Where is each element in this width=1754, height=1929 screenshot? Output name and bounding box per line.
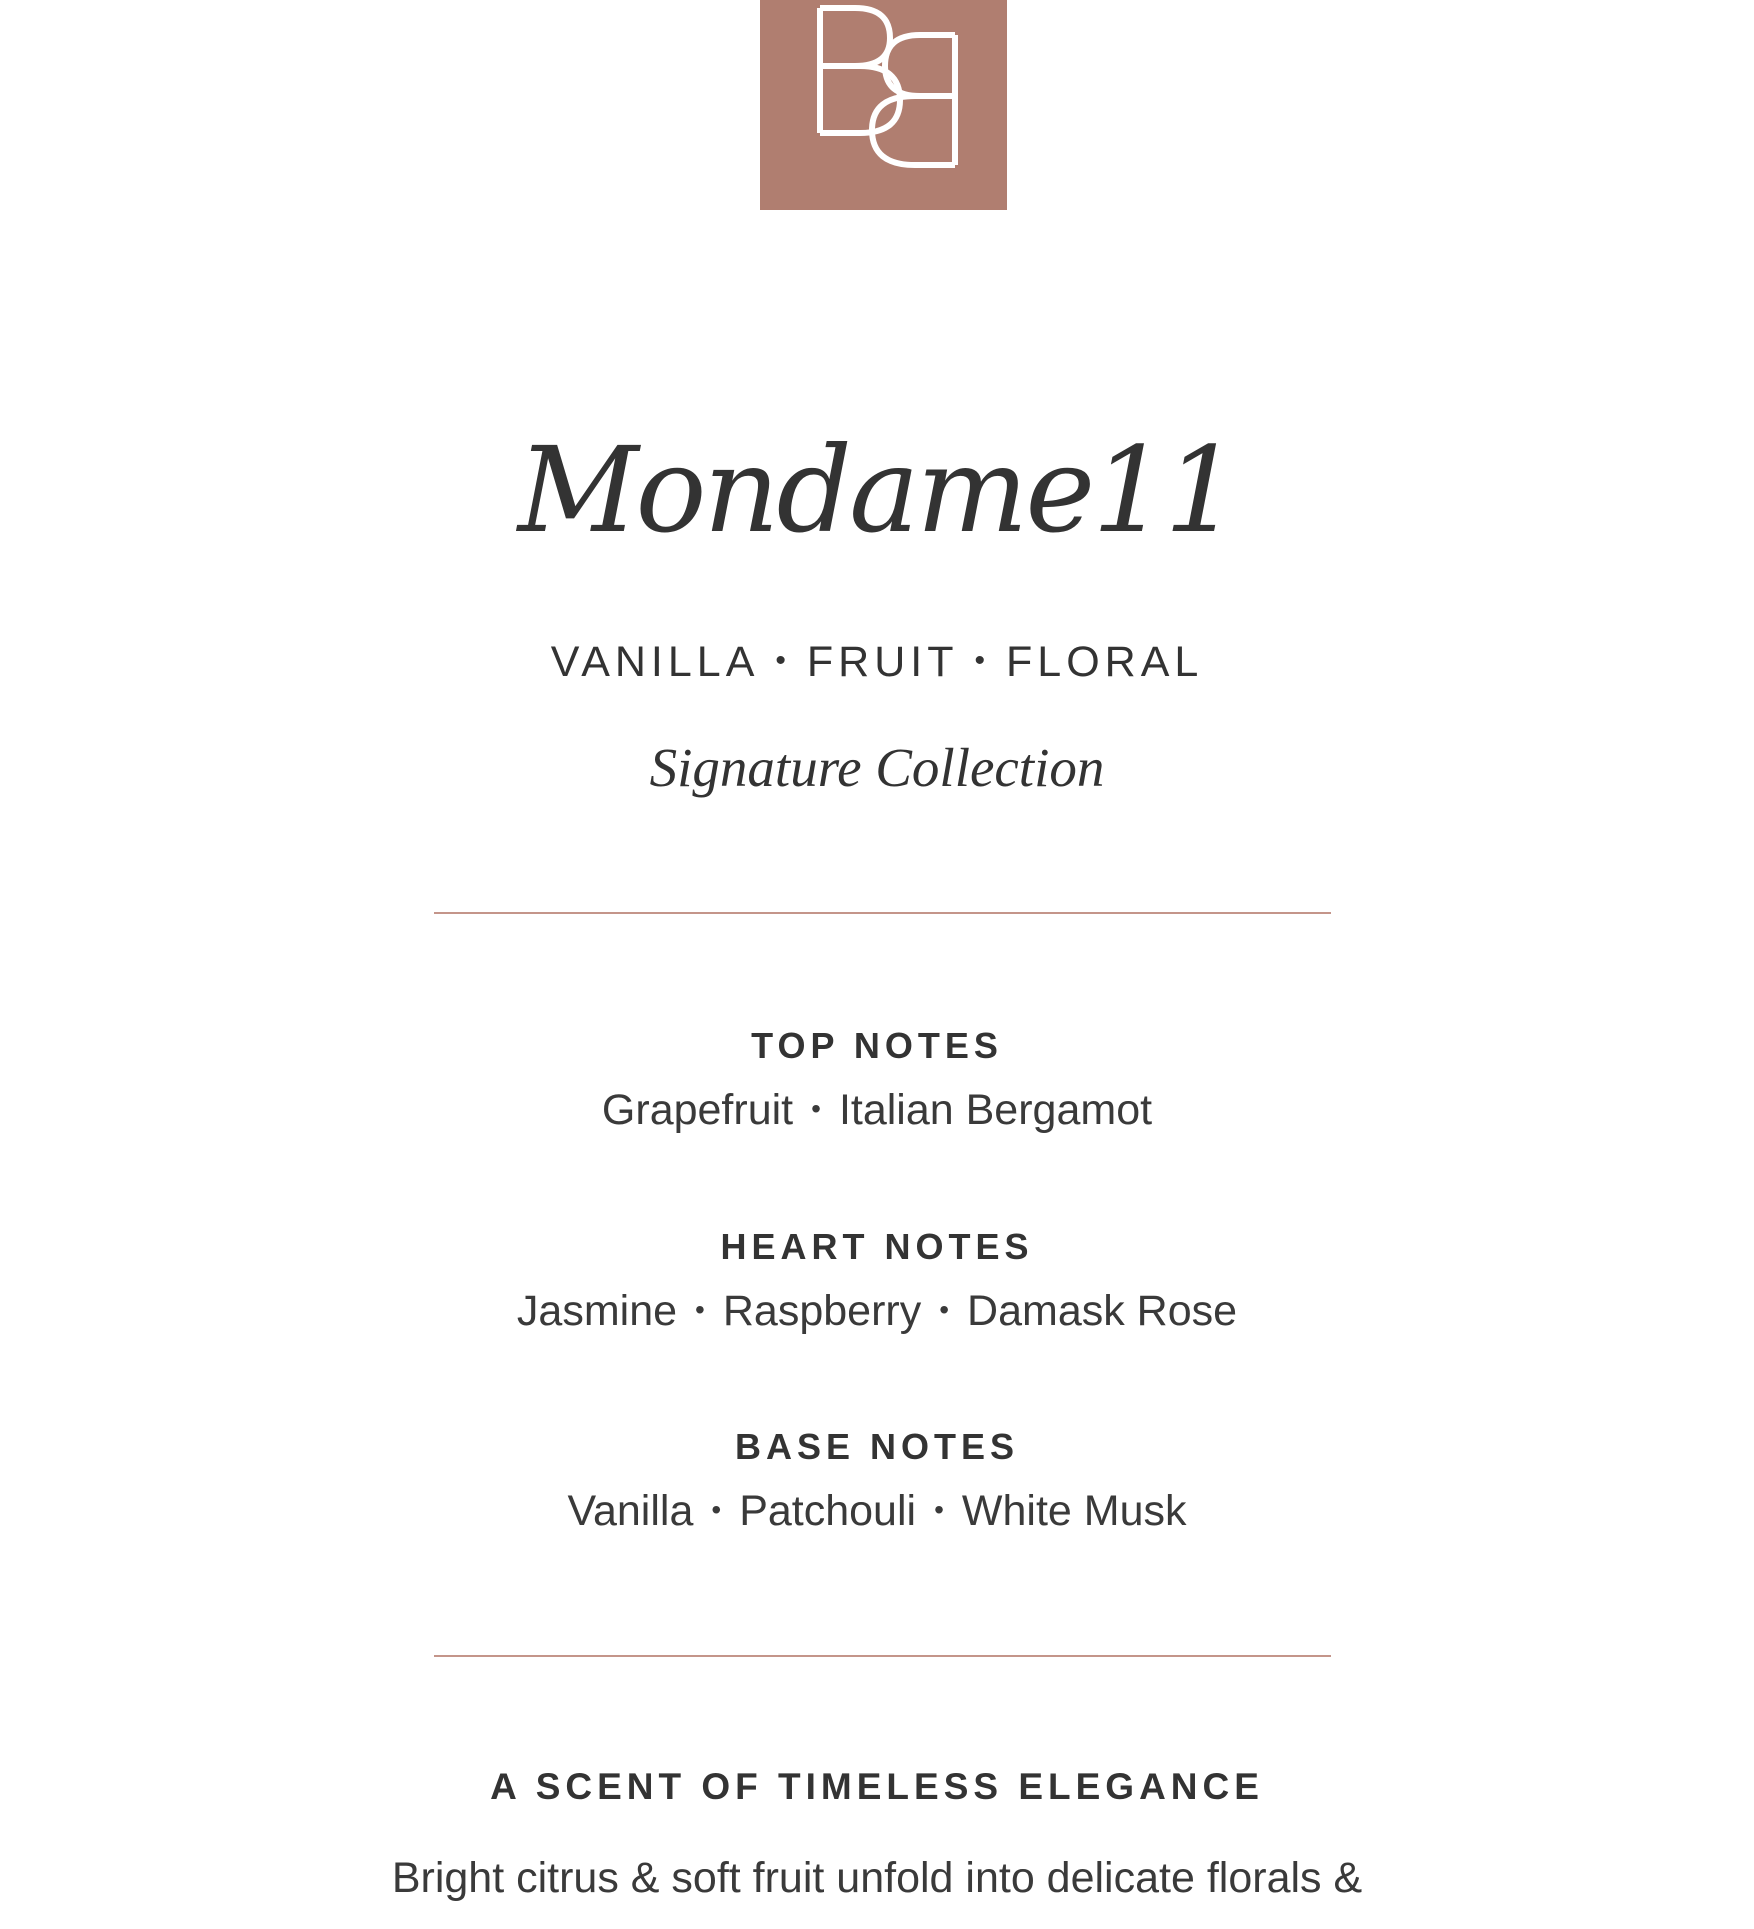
category-separator: • <box>974 643 991 677</box>
note-separator: • <box>711 1493 722 1525</box>
category-2: FRUIT <box>806 638 959 686</box>
monogram-logo-icon <box>760 0 1007 210</box>
divider-top <box>434 912 1331 914</box>
category-1: VANILLA <box>550 638 760 686</box>
heart-notes-list <box>0 1283 1754 1342</box>
divider-bottom <box>434 1655 1331 1657</box>
product-name: Mondame11 <box>517 421 1237 559</box>
category-3: FLORAL <box>1006 638 1204 686</box>
tagline: A SCENT OF TIMELESS ELEGANCE <box>490 1766 1264 1807</box>
note-separator: • <box>811 1092 821 1124</box>
note-item: Patchouli <box>739 1487 917 1535</box>
note-item: Vanilla <box>567 1487 694 1535</box>
heart-notes-heading: HEART NOTES <box>720 1226 1034 1267</box>
base-notes-heading: BASE NOTES <box>734 1426 1020 1467</box>
note-separator: • <box>934 1493 944 1525</box>
note-item: White Musk <box>961 1487 1187 1535</box>
note-separator: • <box>939 1293 950 1325</box>
note-item: Damask Rose <box>967 1287 1238 1335</box>
brand-logo <box>760 0 1007 210</box>
note-item: Italian Bergamot <box>838 1086 1153 1134</box>
category-separator: • <box>775 643 791 677</box>
note-item: Jasmine <box>516 1287 678 1335</box>
note-separator: • <box>695 1293 705 1325</box>
description-text: Bright citrus & soft fruit unfold into delicate florals & <box>391 1854 1363 1902</box>
note-item: Grapefruit <box>601 1086 794 1134</box>
top-notes-heading: TOP NOTES <box>751 1025 1003 1066</box>
note-item: Raspberry <box>722 1287 922 1335</box>
scent-categories <box>0 632 1754 695</box>
base-notes-list <box>0 1483 1754 1542</box>
collection-name: Signature Collection <box>649 737 1105 798</box>
top-notes-list <box>0 1082 1754 1141</box>
